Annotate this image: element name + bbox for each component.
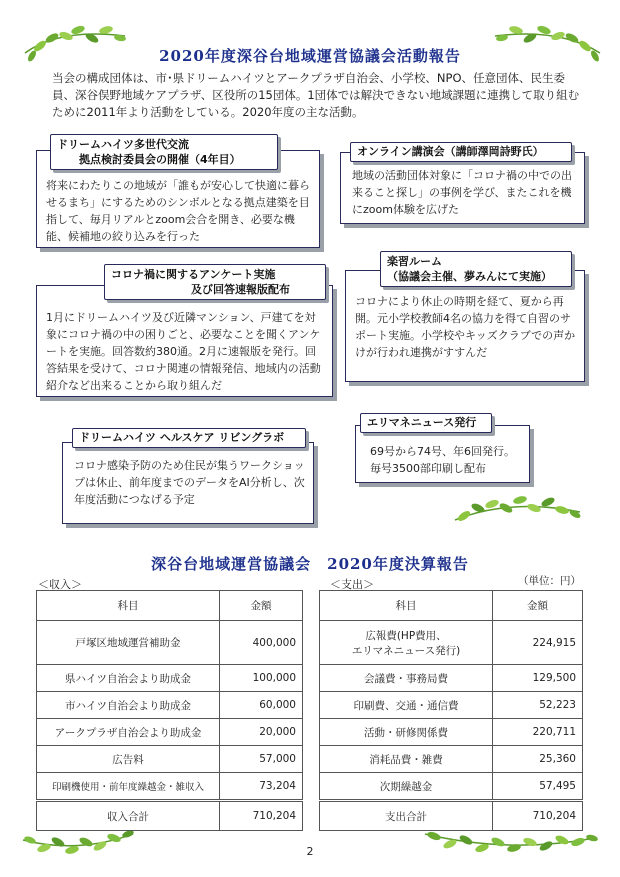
column-header-amount: 金額 xyxy=(220,591,303,621)
expense-amount: 25,360 xyxy=(493,746,583,773)
income-item: 県ハイツ自治会より助成金 xyxy=(37,665,220,692)
activity-label-health-lab xyxy=(72,428,306,448)
expense-item-line: 広報費(HP費用、 xyxy=(365,629,447,642)
expense-item: 会議費・事務局費 xyxy=(320,665,493,692)
activity-body-health-lab: コロナ感染予防のため住民が集うワークショップは休止、前年度までのデータをAI分析し、次年度活動につなげる予定 xyxy=(74,459,305,506)
activity-body-news-line: 毎号3500部印刷し配布 xyxy=(370,462,486,475)
activity-body-news-line: 69号から74号、年6回発行。 xyxy=(370,445,515,458)
expense-item: 次期繰越金 xyxy=(320,773,493,801)
income-item: 広告料 xyxy=(37,746,220,773)
income-amount: 400,000 xyxy=(220,621,303,665)
unit-label: （単位：円） xyxy=(518,575,581,587)
expense-amount: 129,500 xyxy=(493,665,583,692)
label-line: ドリームハイツ ヘルスケア リビングラボ xyxy=(79,431,285,444)
label-line: オンライン講演会（講師澤岡詩野氏） xyxy=(357,145,544,158)
column-header-item: 科目 xyxy=(37,591,220,621)
income-item: 市ハイツ自治会より助成金 xyxy=(37,692,220,719)
column-header-item: 科目 xyxy=(320,591,493,621)
label-line: （協議会主催、夢みんにて実施） xyxy=(387,270,552,283)
expense-item: 印刷費、交通・通信費 xyxy=(320,692,493,719)
income-amount: 57,000 xyxy=(220,746,303,773)
finance-title: 深谷台地域運営協議会 2020年度決算報告 xyxy=(151,555,469,573)
intro-paragraph: 当会の構成団体は、市･県ドリームハイツとアークプラザ自治会、小学校、NPO、任意団体、民生委員、深谷俣野地域ケアプラザ、区役所の15団体。1団体では解決できない地域課題に連携して取り組むために2011年より活動をしている。2020年度の主な活動。 xyxy=(52,71,580,119)
income-item: アークプラザ自治会より助成金 xyxy=(37,719,220,746)
income-total-amount: 710,204 xyxy=(220,801,303,831)
column-header-amount: 金額 xyxy=(493,591,583,621)
label-line: 楽習ルーム xyxy=(387,255,442,268)
label-line: ドリームハイツ多世代交流 xyxy=(57,138,189,151)
expense-item: 消耗品費・雑費 xyxy=(320,746,493,773)
leaf-garland-middle xyxy=(450,490,585,530)
income-total-label: 収入合計 xyxy=(37,801,220,831)
income-amount: 20,000 xyxy=(220,719,303,746)
expense-table xyxy=(319,590,583,831)
label-line: エリマネニュース発行 xyxy=(367,416,477,429)
page-title: 2020年度深谷台地域運営協議会活動報告 xyxy=(159,47,461,65)
activity-label-dream-committee xyxy=(50,134,278,170)
label-line: 及び回答速報版配布 xyxy=(191,283,290,296)
activity-body-online-lecture: 地域の活動団体対象に「コロナ禍の中での出来ること探し」の事例を学び、またこれを機にzoom体験を広げた xyxy=(352,169,572,216)
activity-label-online-lecture xyxy=(350,142,572,162)
expense-amount: 224,915 xyxy=(493,621,583,665)
activity-label-questionnaire xyxy=(104,264,326,300)
expense-item-line: エリマネニュース発行) xyxy=(351,644,461,657)
page-number: 2 xyxy=(306,845,314,858)
income-amount: 100,000 xyxy=(220,665,303,692)
expense-total-amount: 710,204 xyxy=(493,801,583,831)
label-line: コロナ禍に関するアンケート実施 xyxy=(111,268,276,281)
activity-label-study-room xyxy=(380,251,572,287)
expense-item xyxy=(320,621,493,665)
income-amount: 73,204 xyxy=(220,773,303,801)
activity-label-news xyxy=(360,413,492,433)
expense-section-label: ＜支出＞ xyxy=(330,578,374,591)
income-amount: 60,000 xyxy=(220,692,303,719)
income-table xyxy=(36,590,303,831)
expense-amount: 220,711 xyxy=(493,719,583,746)
income-section-label: ＜収入＞ xyxy=(38,578,82,591)
activity-body-study-room: コロナにより休止の時期を経て、夏から再開。元小学校教師4名の協力を得て自習のサポート実施。小学校やキッズクラブでの声かけが行われ連携がすすんだ xyxy=(355,295,576,359)
activity-body-questionnaire: 1月にドリームハイツ及び近隣マンション、戸建てを対象にコロナ禍の中の困りごと、必要なことを聞くアンケートを実施。回答数約380通。2月に速報版を発行。回答結果を受けて、コロナ関連の情報発信、地域内の活動紹介など出来ることから取り組んだ xyxy=(46,311,321,392)
expense-total-label: 支出合計 xyxy=(320,801,493,831)
label-line: 拠点検討委員会の開催（4年目） xyxy=(79,153,241,166)
expense-amount: 57,495 xyxy=(493,773,583,801)
income-item: 戸塚区地域運営補助金 xyxy=(37,621,220,665)
income-item: 印刷機使用・前年度繰越金・雑収入 xyxy=(37,773,220,801)
activity-body-dream-committee: 将来にわたりこの地域が「誰もが安心して快適に暮らせるまち」にするためのシンボルとなる拠点建築を目指して、毎月リアルとzoom会合を開き、必要な機能、候補地の絞り込みを行った xyxy=(46,179,310,243)
expense-item: 活動・研修関係費 xyxy=(320,719,493,746)
expense-amount: 52,223 xyxy=(493,692,583,719)
